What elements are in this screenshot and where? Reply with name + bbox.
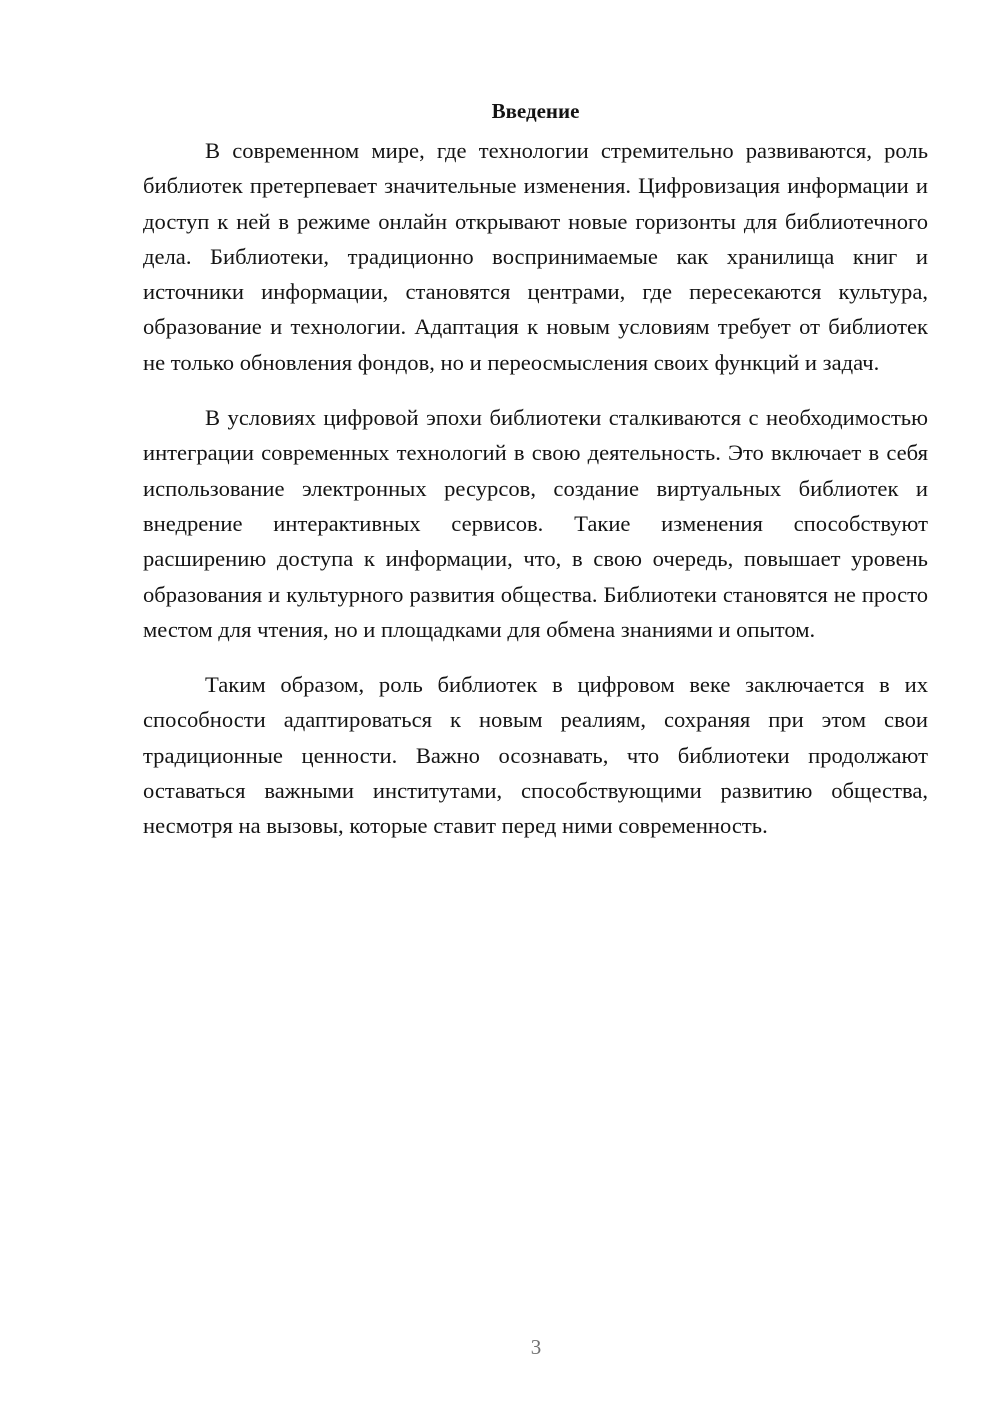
- section-heading: Введение: [491, 99, 580, 123]
- paragraph-3: Таким образом, роль библиотек в цифровом веке заключается в их способности адаптироваться к новым реалиям, сохраняя при этом свои традиционные ценности. Важно осознавать, что библиотеки продолжают оставаться важными институтами, способствующими развитию общества, несмотря на вызовы, которые ставит перед ними современность.: [143, 672, 928, 839]
- page-content: [143, 96, 928, 864]
- paragraph-2: В условиях цифровой эпохи библиотеки сталкиваются с необходимостью интеграции современных технологий в свою деятельность. Это включает в себя использование электронных ресурсов, создание виртуальных библиотек и внедрение интерактивных сервисов. Такие изменения способствуют расширению доступа к информации, что, в свою очередь, повышает уровень образования и культурного развития общества. Библиотеки становятся не просто местом для чтения, но и площадками для обмена знаниями и опытом.: [143, 405, 928, 642]
- page-number: 3: [530, 1335, 542, 1359]
- paragraph-1: В современном мире, где технологии стремительно развиваются, роль библиотек претерпевает значительные изменения. Цифровизация информации и доступ к ней в режиме онлайн открывают новые горизонты для библиотечного дела. Библиотеки, традиционно воспринимаемые как хранилища книг и источники информации, становятся центрами, где пересекаются культура, образование и технологии. Адаптация к новым условиям требует от библиотек не только обновления фондов, но и переосмысления своих функций и задач.: [143, 138, 928, 375]
